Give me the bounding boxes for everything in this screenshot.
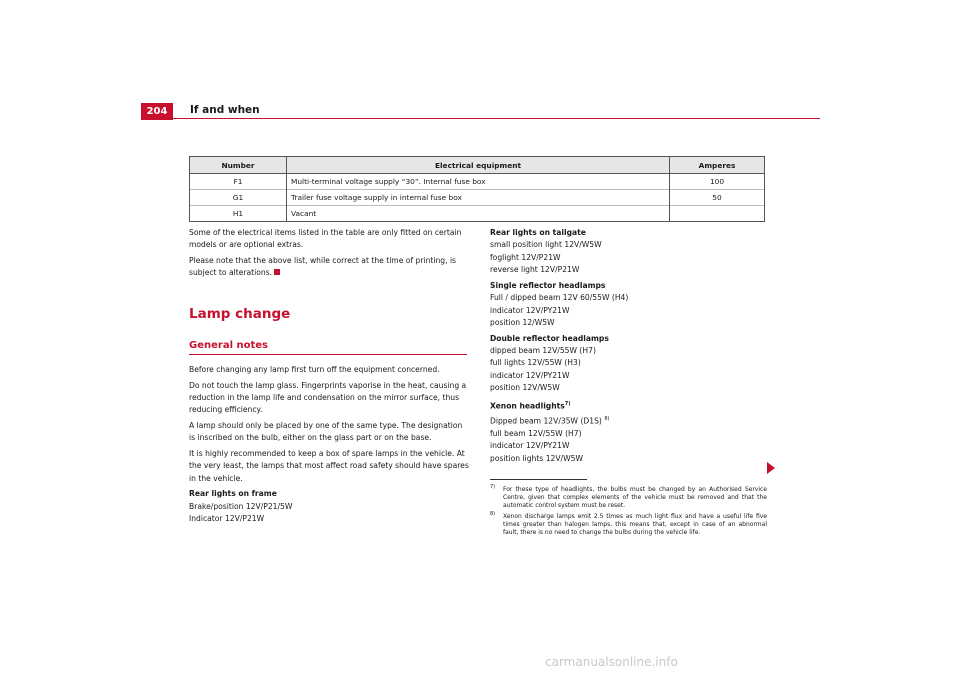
lamp-spec: small position light 12V/W5W [490,240,602,250]
xenon-title-text: Xenon headlights [490,401,565,411]
intro-text [189,227,469,283]
table-row [190,206,765,222]
page-number: 204 [141,103,173,120]
lamp-spec-text: Dipped beam 12V/35W (D1S) [490,416,602,426]
lamp-spec: Full / dipped beam 12V 60/55W (H4) [490,293,629,303]
column-header-number: Number [190,157,287,174]
footnote-ref: 7) [564,400,571,407]
lamp-spec: full beam 12V/55W (H7) [490,428,582,438]
lamp-spec: reverse light 12V/P21W [490,265,580,275]
footnote-marker: 8) [490,511,496,517]
lamp-spec: Indicator 12V/P21W [189,514,265,524]
footnote [490,486,767,509]
fuse-amperes: 100 [670,174,765,190]
general-notes-text [189,364,469,526]
intro-paragraph [189,255,469,280]
end-of-section-icon [274,269,280,275]
xenon-title [490,398,767,413]
section-title: Lamp change [189,306,291,322]
footnote-ref: 8) [604,415,610,422]
watermark: carmanualsonline.info [545,655,678,669]
fuse-equipment: Trailer fuse voltage supply in internal fuse box [287,190,670,206]
column-header-amperes: Amperes [670,157,765,174]
subsection-title: General notes [189,340,268,351]
column-header-equipment: Electrical equipment [287,157,670,174]
rear-frame-title: Rear lights on frame [189,489,277,499]
table-row [190,190,765,206]
lamp-spec: full lights 12V/55W (H3) [490,358,581,368]
body-paragraph: Do not touch the lamp glass. Fingerprints vaporise in the heat, causing a reduction in the lamp life and condensation on the mirror surface, thus reducing efficiency. [189,380,467,415]
double-reflector-title: Double reflector headlamps [490,333,609,343]
fuse-equipment: Vacant [287,206,670,222]
footnote [490,513,767,536]
continue-arrow-icon [767,462,775,474]
intro-paragraph: Some of the electrical items listed in the table are only fitted on certain models or are optional extras. [189,228,462,250]
fuse-number: G1 [190,190,287,206]
lamp-spec: position 12/W5W [490,318,555,328]
fuse-table [189,156,765,222]
footnote-rule [490,479,587,480]
lamp-spec: indicator 12V/PY21W [490,370,570,380]
body-paragraph: It is highly recommended to keep a box of spare lamps in the vehicle. At the very least, the lamps that most affect road safety should have spares in the vehicle. [189,449,469,483]
running-title: If and when [190,104,260,116]
body-paragraph: A lamp should only be placed by one of the same type. The designation is inscribed on the bulb, either on the glass part or on the base. [189,421,463,443]
fuse-amperes: 50 [670,190,765,206]
lamp-spec: position lights 12V/W5W [490,453,583,463]
single-reflector-title: Single reflector headlamps [490,280,606,290]
lamp-spec: indicator 12V/PY21W [490,441,570,451]
header-rule [173,118,820,119]
table-row [190,174,765,190]
lamp-spec [490,413,767,428]
lamp-spec: dipped beam 12V/55W (H7) [490,346,596,356]
lamp-spec: indicator 12V/PY21W [490,305,570,315]
alteration-note: Please note that the above list, while correct at the time of printing, is subject to alterations. [189,256,457,278]
footnote-text: Xenon discharge lamps emit 2.5 times as much light flux and have a useful life five times greater than halogen lamps, this means that, except in case of an abnormal fault, there is no need to change the bulbs during the vehicle life. [503,513,767,536]
table-header-row [190,157,765,174]
lamp-spec: position 12V/W5W [490,383,560,393]
fuse-equipment: Multi-terminal voltage supply “30”. Internal fuse box [287,174,670,190]
fuse-number: F1 [190,174,287,190]
lamp-list [490,227,767,465]
subsection-rule [189,354,467,355]
body-paragraph: Before changing any lamp first turn off the equipment concerned. [189,365,440,374]
fuse-amperes [670,206,765,222]
footnote-marker: 7) [490,484,496,490]
lamp-spec: foglight 12V/P21W [490,252,561,262]
fuse-number: H1 [190,206,287,222]
tailgate-title: Rear lights on tailgate [490,228,586,237]
lamp-spec: Brake/position 12V/P21/5W [189,501,293,511]
footnote-text: For these type of headlights, the bulbs must be changed by an Authorised Service Centre, given that complex elements of the vehicle must be removed and that the automatic control system must be reset. [503,486,767,509]
